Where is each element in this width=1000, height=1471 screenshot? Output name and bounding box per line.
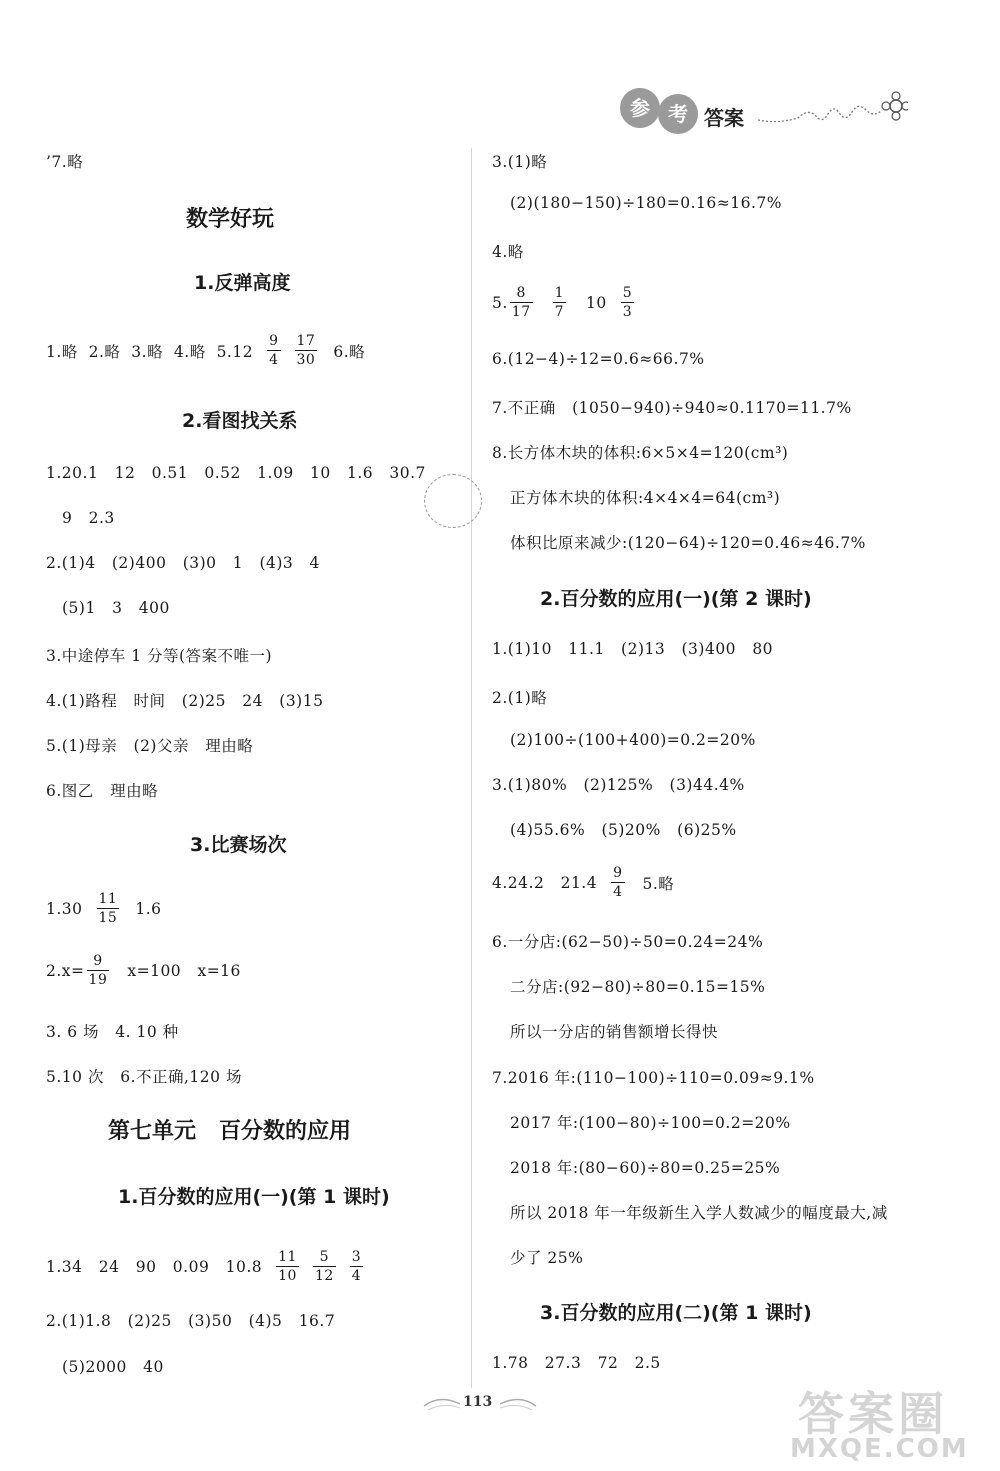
page-number: 113 [463, 1394, 493, 1410]
answer-line: 1.(1)10 11.1 (2)13 (3)400 80 [492, 640, 774, 658]
answer-line: (2)(180−150)÷180=0.16≈16.7% [510, 194, 783, 212]
fraction [276, 1250, 299, 1283]
answer-line: 9 2.3 [62, 509, 115, 527]
answer-line: 6.一分店:(62−50)÷50=0.24=24% [492, 933, 764, 951]
answer-line [492, 286, 640, 319]
answer-line: 8.长方体木块的体积:6×5×4=120(cm³) [492, 444, 789, 462]
answer-line: 正方体木块的体积:4×4×4=64(cm³) [510, 489, 781, 507]
answer-line [492, 866, 674, 899]
denominator: 19 [88, 972, 108, 988]
answer-line: 3.中途停车 1 分等(答案不唯一) [46, 647, 273, 665]
answer-line: 3.(1)80% (2)125% (3)44.4% [492, 776, 745, 794]
badge-char-1: 参 [620, 88, 660, 128]
answer-text: 1.6 [135, 899, 162, 918]
answer-line: 3. 6 场 4. 10 种 [46, 1023, 179, 1041]
denominator: 7 [554, 304, 565, 320]
answer-line: 7.2016 年:(110−100)÷110=0.09≈9.1% [492, 1069, 815, 1087]
numerator: 3 [351, 1249, 362, 1265]
watermark-text: 答案圈 [798, 1387, 948, 1441]
answer-line: 2.(1)4 (2)400 (3)0 1 (4)3 4 [46, 554, 320, 572]
answer-line: (4)55.6% (5)20% (6)25% [510, 821, 737, 839]
fraction [611, 866, 624, 899]
answer-line: 5.(1)母亲 (2)父亲 理由略 [46, 737, 254, 755]
numerator: 17 [296, 333, 316, 349]
denominator: 15 [98, 910, 118, 926]
subsection-title: 2.看图找关系 [182, 410, 298, 432]
numerator: 9 [269, 333, 279, 349]
answer-text: 4.24.2 21.4 [492, 873, 598, 892]
answer-line: (5)1 3 400 [62, 599, 170, 617]
section-title: 数学好玩 [186, 207, 275, 232]
subsection-title: 2.百分数的应用(一)(第 2 课时) [540, 588, 812, 610]
numerator: 9 [613, 865, 623, 881]
unit-title: 第七单元 百分数的应用 [108, 1119, 351, 1144]
answer-line: 1.20.1 12 0.51 0.52 1.09 10 1.6 30.7 [46, 464, 426, 482]
numerator: 1 [554, 285, 565, 301]
fraction [313, 1250, 336, 1283]
answer-text: 1.34 24 90 0.09 10.8 [46, 1257, 263, 1276]
answer-line: 二分店:(92−80)÷80=0.15=15% [510, 978, 766, 996]
answer-text: 2.x= [46, 961, 85, 980]
stamp-mark [424, 474, 482, 528]
subsection-title: 1.百分数的应用(一)(第 1 课时) [118, 1186, 390, 1208]
answer-line: 2017 年:(100−80)÷100=0.2=20% [510, 1114, 791, 1132]
flower-decoration-icon [758, 88, 908, 128]
subsection-title: 1.反弹高度 [194, 272, 291, 294]
denominator: 4 [269, 352, 279, 368]
answer-line [46, 954, 241, 987]
fraction [97, 892, 120, 925]
answer-text: 5. [492, 293, 508, 312]
subsection-title: 3.百分数的应用(二)(第 1 课时) [540, 1302, 812, 1324]
header-badge [618, 88, 908, 138]
answer-line [46, 334, 365, 367]
numerator: 11 [278, 1249, 297, 1265]
watermark [780, 1378, 980, 1463]
answer-line: (2)100÷(100+400)=0.2=20% [510, 731, 756, 749]
fraction [295, 334, 318, 367]
answer-line: 7.不正确 (1050−940)÷940≈0.1170=11.7% [492, 399, 852, 417]
fraction [87, 954, 110, 987]
answer-text: 1.略 2.略 3.略 4.略 5.12 [46, 342, 254, 361]
denominator: 4 [351, 1268, 362, 1284]
numerator: 5 [622, 285, 633, 301]
answer-line: 4.略 [492, 243, 524, 261]
answer-line: 少了 25% [510, 1249, 584, 1267]
answer-line: 所以 2018 年一年级新生入学人数减少的幅度最大,减 [510, 1204, 888, 1222]
answer-line: ’7.略 [46, 153, 84, 171]
answer-line: 1.78 27.3 72 2.5 [492, 1354, 661, 1372]
fraction [267, 334, 280, 367]
answer-line: 2.(1)略 [492, 689, 548, 707]
denominator: 17 [511, 304, 531, 320]
fraction [510, 286, 533, 319]
answer-text: x=100 x=16 [127, 961, 241, 980]
subsection-title: 3.比赛场次 [190, 834, 287, 856]
answer-text: 6.略 [333, 342, 366, 361]
answer-line: 体积比原来减少:(120−64)÷120=0.46≈46.7% [510, 534, 866, 552]
answer-line [46, 1250, 369, 1283]
answer-line: 2018 年:(80−60)÷80=0.25=25% [510, 1159, 781, 1177]
answer-line: 3.(1)略 [492, 153, 548, 171]
answer-line: 2.(1)1.8 (2)25 (3)50 (4)5 16.7 [46, 1312, 336, 1330]
answer-text: 1.30 [46, 899, 83, 918]
answer-text: 10 [586, 293, 607, 312]
answer-line: 5.10 次 6.不正确,120 场 [46, 1068, 242, 1086]
fraction [350, 1250, 363, 1283]
numerator: 11 [98, 891, 118, 907]
numerator: 9 [93, 953, 103, 969]
denominator: 3 [622, 304, 633, 320]
badge-title: 答案 [704, 106, 744, 130]
watermark-url: MXQE.COM [790, 1434, 969, 1464]
denominator: 30 [296, 352, 316, 368]
answer-line: (5)2000 40 [62, 1358, 164, 1376]
column-divider [471, 148, 472, 1388]
numerator: 8 [516, 285, 526, 301]
answer-line: 所以一分店的销售额增长得快 [510, 1023, 719, 1041]
answer-line: 4.(1)路程 时间 (2)25 24 (3)15 [46, 692, 324, 710]
denominator: 4 [613, 884, 623, 900]
denominator: 12 [314, 1268, 334, 1284]
answer-line: 6.图乙 理由略 [46, 782, 159, 800]
answer-line [46, 892, 162, 925]
answer-text: 5.略 [642, 874, 675, 893]
denominator: 10 [278, 1268, 297, 1284]
fraction [621, 286, 634, 319]
answer-line: 6.(12−4)÷12=0.6≈66.7% [492, 350, 705, 368]
badge-char-2: 考 [658, 94, 698, 134]
fraction [553, 286, 566, 319]
numerator: 5 [319, 1249, 330, 1265]
